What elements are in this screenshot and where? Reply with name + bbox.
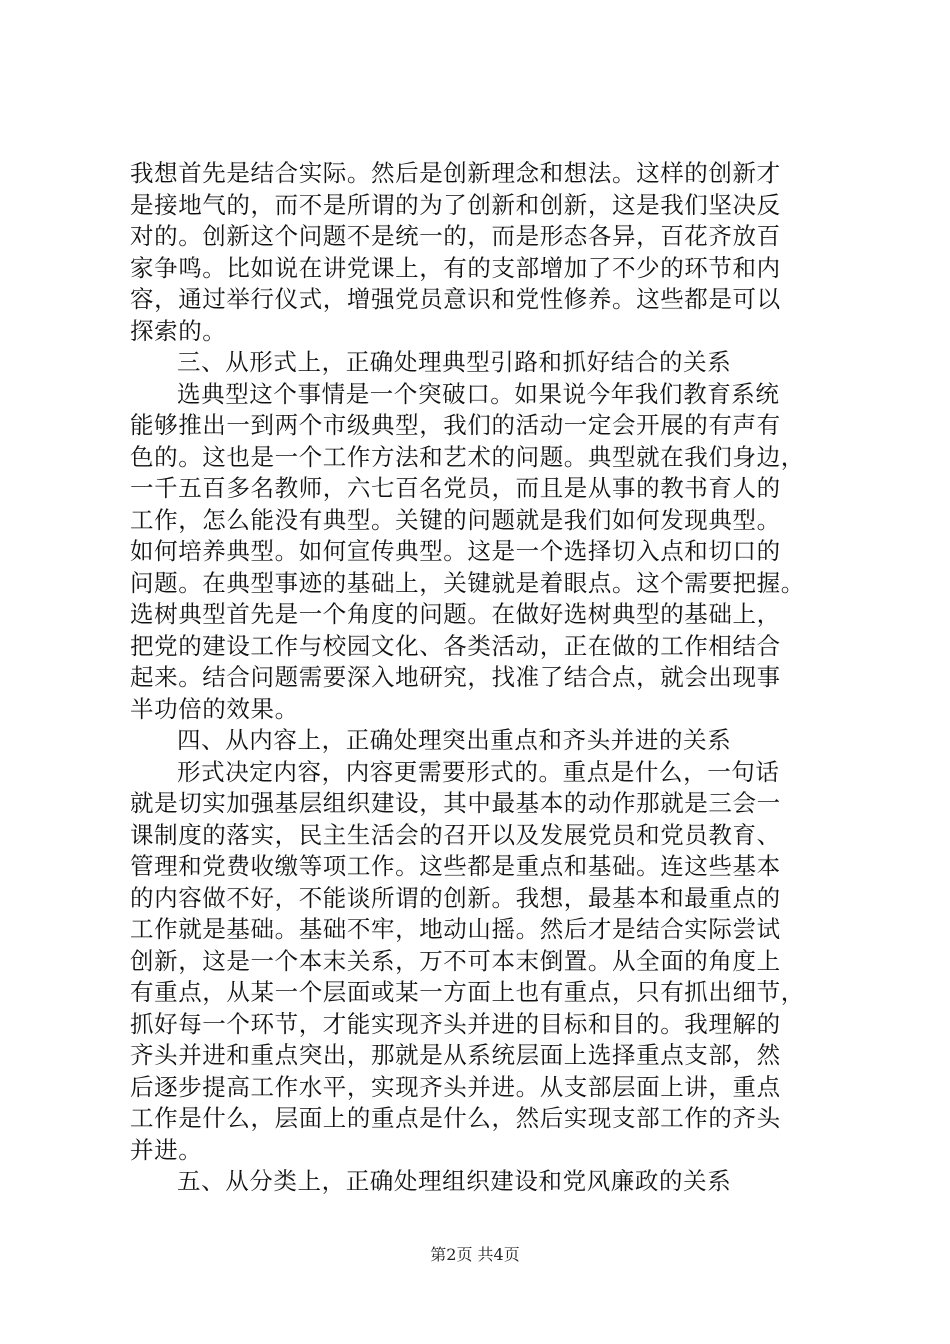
paragraph-line: 选树典型首先是一个角度的问题。在做好选树典型的基础上， xyxy=(130,600,781,628)
paragraph-line: 能够推出一到两个市级典型，我们的活动一定会开展的有声有 xyxy=(130,411,781,439)
paragraph-line: 对的。创新这个问题不是统一的，而是形态各异，百花齐放百 xyxy=(130,222,781,250)
paragraph-line: 有重点，从某一个层面或某一方面上也有重点，只有抓出细节， xyxy=(130,978,805,1006)
paragraph-line: 工作，怎么能没有典型。关键的问题就是我们如何发现典型。 xyxy=(130,505,781,534)
paragraph-line: 齐头并进和重点突出，那就是从系统层面上选择重点支部，然 xyxy=(130,1041,781,1069)
paragraph-line: 色的。这也是一个工作方法和艺术的问题。典型就在我们身边， xyxy=(130,442,805,471)
paragraph-line: 把党的建设工作与校园文化、各类活动，正在做的工作相结合 xyxy=(130,631,781,660)
section-heading: 四、从内容上，正确处理突出重点和齐头并进的关系 xyxy=(177,726,732,754)
paragraph-line: 半功倍的效果。 xyxy=(130,694,299,723)
paragraph-line: 选典型这个事情是一个突破口。如果说今年我们教育系统 xyxy=(177,379,780,408)
paragraph-line: 一千五百多名教师，六七百名党员，而且是从事的教书育人的 xyxy=(130,474,781,502)
paragraph-line: 工作是什么，层面上的重点是什么，然后实现支部工作的齐头 xyxy=(130,1104,781,1132)
paragraph-line: 工作就是基础。基础不牢，地动山摇。然后才是结合实际尝试 xyxy=(130,915,781,943)
paragraph-line: 管理和党费收缴等项工作。这些都是重点和基础。连这些基本 xyxy=(130,852,781,880)
document-body xyxy=(130,158,825,1198)
paragraph-line: 后逐步提高工作水平，实现齐头并进。从支部层面上讲，重点 xyxy=(130,1072,781,1101)
paragraph-line: 家争鸣。比如说在讲党课上，有的支部增加了不少的环节和内 xyxy=(130,253,781,282)
paragraph-line: 形式决定内容，内容更需要形式的。重点是什么，一句话 xyxy=(177,757,780,786)
paragraph-line: 问题。在典型事迹的基础上，关键就是着眼点。这个需要把握。 xyxy=(130,568,805,597)
page-footer: 第2页 共4页 xyxy=(430,1245,520,1264)
paragraph-line: 探索的。 xyxy=(130,316,227,345)
paragraph-line: 我想首先是结合实际。然后是创新理念和想法。这样的创新才 xyxy=(130,159,781,187)
section-heading: 三、从形式上，正确处理典型引路和抓好结合的关系 xyxy=(177,348,732,376)
paragraph-line: 课制度的落实，民主生活会的召开以及发展党员和党员教育、 xyxy=(130,820,781,849)
paragraph-line: 的内容做不好，不能谈所谓的创新。我想，最基本和最重点的 xyxy=(130,883,781,912)
section-heading: 五、从分类上，正确处理组织建设和党风廉政的关系 xyxy=(177,1167,732,1195)
paragraph-line: 起来。结合问题需要深入地研究，找准了结合点，就会出现事 xyxy=(130,663,781,691)
paragraph-line: 就是切实加强基层组织建设，其中最基本的动作那就是三会一 xyxy=(130,789,781,817)
paragraph-line: 是接地气的，而不是所谓的为了创新和创新，这是我们坚决反 xyxy=(130,190,781,219)
paragraph-line: 并进。 xyxy=(130,1135,203,1164)
paragraph-line: 如何培养典型。如何宣传典型。这是一个选择切入点和切口的 xyxy=(130,537,781,565)
paragraph-line: 创新，这是一个本末关系，万不可本末倒置。从全面的角度上 xyxy=(130,946,781,975)
paragraph-line: 容，通过举行仪式，增强党员意识和党性修养。这些都是可以 xyxy=(130,285,781,313)
paragraph-line: 抓好每一个环节，才能实现齐头并进的目标和目的。我理解的 xyxy=(130,1009,781,1038)
